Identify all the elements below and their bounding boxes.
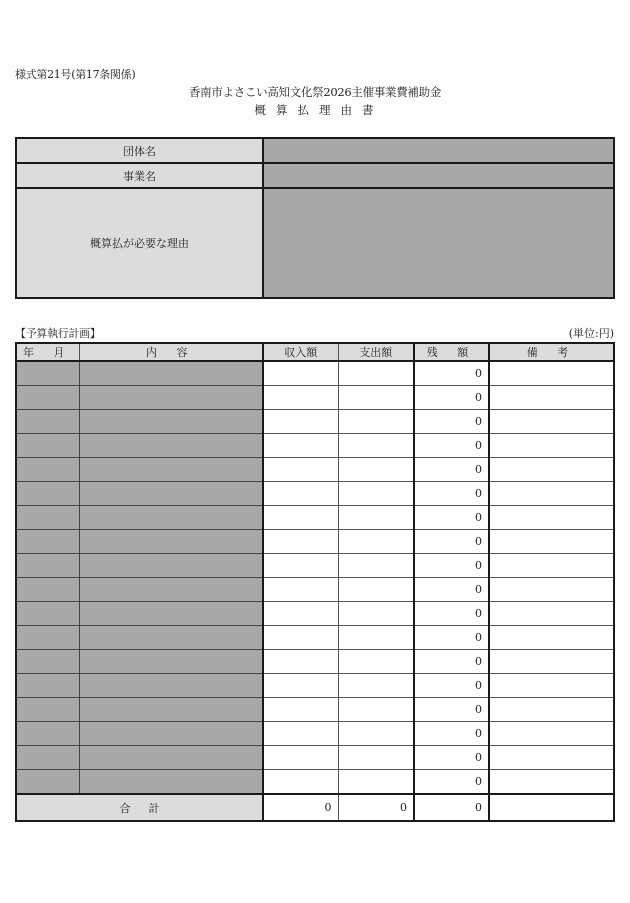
total-balance: 0 [414,794,489,821]
info-table [15,137,615,299]
month-cell[interactable] [16,434,79,458]
income-cell[interactable] [263,434,338,458]
document-title: 香南市よさこい高知文化祭2026主催事業費補助金 [188,85,442,99]
balance-cell: 0 [414,458,489,482]
balance-cell: 0 [414,506,489,530]
income-cell[interactable] [263,650,338,674]
col-header-note: 備 考 [489,343,614,361]
expense-cell[interactable] [338,746,414,770]
project-name-label: 事業名 [16,163,263,188]
month-cell[interactable] [16,482,79,506]
expense-cell[interactable] [338,410,414,434]
budget-row [16,386,614,410]
expense-cell[interactable] [338,482,414,506]
content-cell[interactable] [79,410,263,434]
content-cell[interactable] [79,578,263,602]
col-header-balance: 残 額 [414,343,489,361]
group-name-field[interactable] [263,138,614,163]
form-number: 様式第21号(第17条関係) [15,68,136,81]
content-cell[interactable] [79,458,263,482]
content-cell[interactable] [79,554,263,578]
total-label: 合計 [16,794,263,821]
budget-row [16,578,614,602]
month-cell[interactable] [16,698,79,722]
budget-row [16,554,614,578]
month-cell[interactable] [16,506,79,530]
income-cell[interactable] [263,458,338,482]
expense-cell[interactable] [338,650,414,674]
content-cell[interactable] [79,746,263,770]
col-header-income: 収入額 [263,343,338,361]
content-cell[interactable] [79,650,263,674]
note-cell[interactable] [489,361,614,386]
income-cell[interactable] [263,506,338,530]
expense-cell[interactable] [338,626,414,650]
note-cell[interactable] [489,746,614,770]
income-cell[interactable] [263,722,338,746]
content-cell[interactable] [79,674,263,698]
content-cell[interactable] [79,722,263,746]
total-income: 0 [263,794,338,821]
note-cell[interactable] [489,458,614,482]
month-cell[interactable] [16,626,79,650]
note-cell[interactable] [489,554,614,578]
note-cell[interactable] [489,650,614,674]
note-cell[interactable] [489,482,614,506]
balance-cell: 0 [414,674,489,698]
balance-cell: 0 [414,698,489,722]
month-cell[interactable] [16,602,79,626]
budget-row [16,506,614,530]
balance-cell: 0 [414,746,489,770]
budget-row [16,770,614,795]
balance-cell: 0 [414,554,489,578]
note-cell[interactable] [489,698,614,722]
budget-row [16,602,614,626]
budget-row [16,650,614,674]
unit-label: (単位:円) [568,327,614,340]
content-cell[interactable] [79,386,263,410]
income-cell[interactable] [263,361,338,386]
balance-cell: 0 [414,361,489,386]
expense-cell[interactable] [338,554,414,578]
budget-row [16,482,614,506]
month-cell[interactable] [16,722,79,746]
balance-cell: 0 [414,410,489,434]
balance-cell: 0 [414,482,489,506]
expense-cell[interactable] [338,770,414,795]
expense-cell[interactable] [338,361,414,386]
balance-cell: 0 [414,578,489,602]
balance-cell: 0 [414,770,489,795]
budget-row [16,410,614,434]
budget-table [15,342,615,822]
total-expense: 0 [338,794,414,821]
income-cell[interactable] [263,746,338,770]
note-cell[interactable] [489,506,614,530]
balance-cell: 0 [414,722,489,746]
budget-row [16,746,614,770]
content-cell[interactable] [79,698,263,722]
expense-cell[interactable] [338,602,414,626]
month-cell[interactable] [16,554,79,578]
income-cell[interactable] [263,578,338,602]
total-note[interactable] [489,794,614,821]
month-cell[interactable] [16,410,79,434]
note-cell[interactable] [489,410,614,434]
income-cell[interactable] [263,626,338,650]
balance-cell: 0 [414,602,489,626]
budget-row [16,361,614,386]
income-cell[interactable] [263,386,338,410]
note-cell[interactable] [489,386,614,410]
budget-row [16,674,614,698]
reason-label: 概算払が必要な理由 [16,188,263,298]
balance-cell: 0 [414,626,489,650]
col-header-month: 年 月 [16,343,79,361]
note-cell[interactable] [489,602,614,626]
note-cell[interactable] [489,722,614,746]
income-cell[interactable] [263,770,338,795]
budget-row [16,458,614,482]
balance-cell: 0 [414,650,489,674]
col-header-expense: 支出額 [338,343,414,361]
project-name-field[interactable] [263,163,614,188]
col-header-content: 内 容 [79,343,263,361]
income-cell[interactable] [263,698,338,722]
month-cell[interactable] [16,578,79,602]
month-cell[interactable] [16,530,79,554]
content-cell[interactable] [79,434,263,458]
note-cell[interactable] [489,578,614,602]
expense-cell[interactable] [338,674,414,698]
note-cell[interactable] [489,626,614,650]
expense-cell[interactable] [338,722,414,746]
month-cell[interactable] [16,674,79,698]
total-row [16,794,614,821]
reason-field[interactable] [263,188,614,298]
income-cell[interactable] [263,410,338,434]
expense-cell[interactable] [338,578,414,602]
month-cell[interactable] [16,386,79,410]
expense-cell[interactable] [338,698,414,722]
expense-cell[interactable] [338,530,414,554]
income-cell[interactable] [263,674,338,698]
income-cell[interactable] [263,482,338,506]
note-cell[interactable] [489,674,614,698]
balance-cell: 0 [414,434,489,458]
month-cell[interactable] [16,650,79,674]
note-cell[interactable] [489,434,614,458]
month-cell[interactable] [16,770,79,795]
expense-cell[interactable] [338,434,414,458]
budget-section-label: 【予算執行計画】 [15,327,101,340]
content-cell[interactable] [79,626,263,650]
expense-cell[interactable] [338,506,414,530]
content-cell[interactable] [79,482,263,506]
budget-row [16,626,614,650]
budget-row [16,434,614,458]
balance-cell: 0 [414,530,489,554]
content-cell[interactable] [79,506,263,530]
budget-row [16,698,614,722]
note-cell[interactable] [489,770,614,795]
content-cell[interactable] [79,770,263,795]
content-cell[interactable] [79,602,263,626]
income-cell[interactable] [263,554,338,578]
document-subtitle: 概算払理由書 [254,103,384,117]
content-cell[interactable] [79,530,263,554]
expense-cell[interactable] [338,458,414,482]
budget-row [16,530,614,554]
expense-cell[interactable] [338,386,414,410]
income-cell[interactable] [263,530,338,554]
income-cell[interactable] [263,602,338,626]
budget-row [16,722,614,746]
month-cell[interactable] [16,458,79,482]
month-cell[interactable] [16,361,79,386]
content-cell[interactable] [79,361,263,386]
note-cell[interactable] [489,530,614,554]
group-name-label: 団体名 [16,138,263,163]
balance-cell: 0 [414,386,489,410]
month-cell[interactable] [16,746,79,770]
